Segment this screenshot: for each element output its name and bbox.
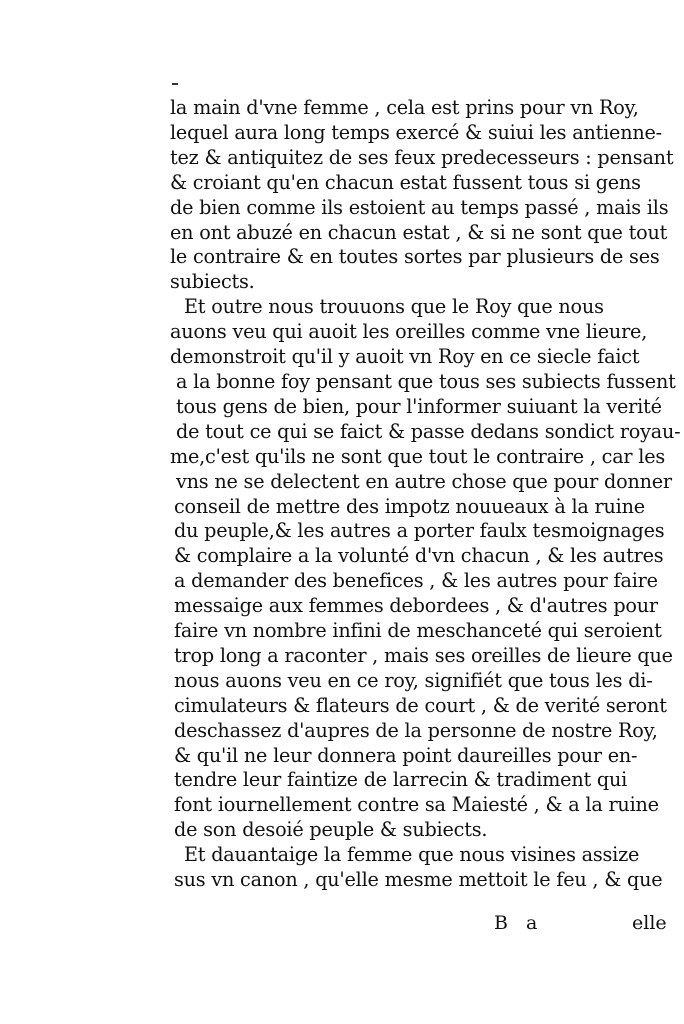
text-line: demonstroit qu'il y auoit vn Roy en ce siecle faict bbox=[170, 345, 640, 369]
text-line: deschassez d'aupres de la personne de nostre Roy, bbox=[174, 718, 658, 742]
signature-number: a bbox=[526, 912, 538, 934]
text-line: la main d'vne femme , cela est prins pour vn Roy, bbox=[170, 96, 639, 119]
text-line: auons veu qui auoit les oreilles comme vne lieure, bbox=[170, 320, 648, 344]
text-line: cimulateurs & flateurs de court , & de verité seront bbox=[174, 693, 667, 717]
text-line: faire vn nombre infini de meschanceté qui seroient bbox=[174, 619, 662, 643]
text-line: tez & antiquitez de ses feux predecesseurs : pensant bbox=[170, 145, 674, 169]
text-line: nous auons veu en ce roy, signifiét que tous les di- bbox=[174, 668, 653, 692]
text-line: en ont abuzé en chacun estat , & si ne sont que tout bbox=[170, 220, 668, 244]
text-line: & croiant qu'en chacun estat fussent tous si gens bbox=[170, 170, 641, 194]
text-line: conseil de mettre des impotz nouueaux à la ruine bbox=[174, 494, 645, 518]
text-line: du peuple,& les autres a porter faulx tesmoignages bbox=[174, 519, 665, 543]
text-line: sus vn canon , qu'elle mesme mettoit le feu , & que bbox=[174, 868, 663, 892]
text-line: tendre leur faintize de larrecin & tradiment qui bbox=[174, 768, 628, 792]
signature-letter: B bbox=[494, 912, 508, 934]
text-line: & qu'il ne leur donnera point daureilles pour en- bbox=[174, 743, 638, 767]
text-line: & complaire a la volunté d'vn chacun , & les autres bbox=[174, 544, 664, 568]
text-line: lequel aura long temps exercé & suiui les antienne- bbox=[170, 120, 662, 144]
text-line: subiects. bbox=[170, 270, 255, 294]
paragraph-start-line: Et outre nous trouuons que le Roy que nous bbox=[184, 295, 604, 319]
printer-mark bbox=[172, 83, 178, 85]
text-line: font iournellement contre sa Maiesté , & a la ruine bbox=[174, 793, 659, 817]
text-line: le contraire & en toutes sortes par plusieurs de ses bbox=[170, 245, 660, 269]
text-line: de son desoié peuple & subiects. bbox=[174, 818, 488, 842]
text-line: vns ne se delectent en autre chose que pour donner bbox=[176, 469, 672, 493]
text-line: messaige aux femmes debordees , & d'autres pour bbox=[174, 594, 658, 618]
text-line: tous gens de bien, pour l'informer suiuant la verité bbox=[176, 394, 662, 418]
text-line: a la bonne foy pensant que tous ses subiects fussent bbox=[176, 369, 676, 393]
signature-mark bbox=[494, 912, 537, 934]
text-line: de bien comme ils estoient au temps passé , mais ils bbox=[170, 195, 669, 219]
body-text bbox=[170, 96, 681, 893]
text-line: a demander des benefices , & les autres pour faire bbox=[174, 569, 658, 593]
text-line: trop long a raconter , mais ses oreilles de lieure que bbox=[174, 643, 673, 667]
paragraph-start-line: Et dauantaige la femme que nous visines assize bbox=[184, 843, 640, 867]
text-line: de tout ce qui se faict & passe dedans sondict royau- bbox=[176, 419, 681, 443]
catchword: elle bbox=[632, 912, 667, 934]
text-line: me,c'est qu'ils ne sont que tout le contraire , car les bbox=[170, 444, 666, 468]
